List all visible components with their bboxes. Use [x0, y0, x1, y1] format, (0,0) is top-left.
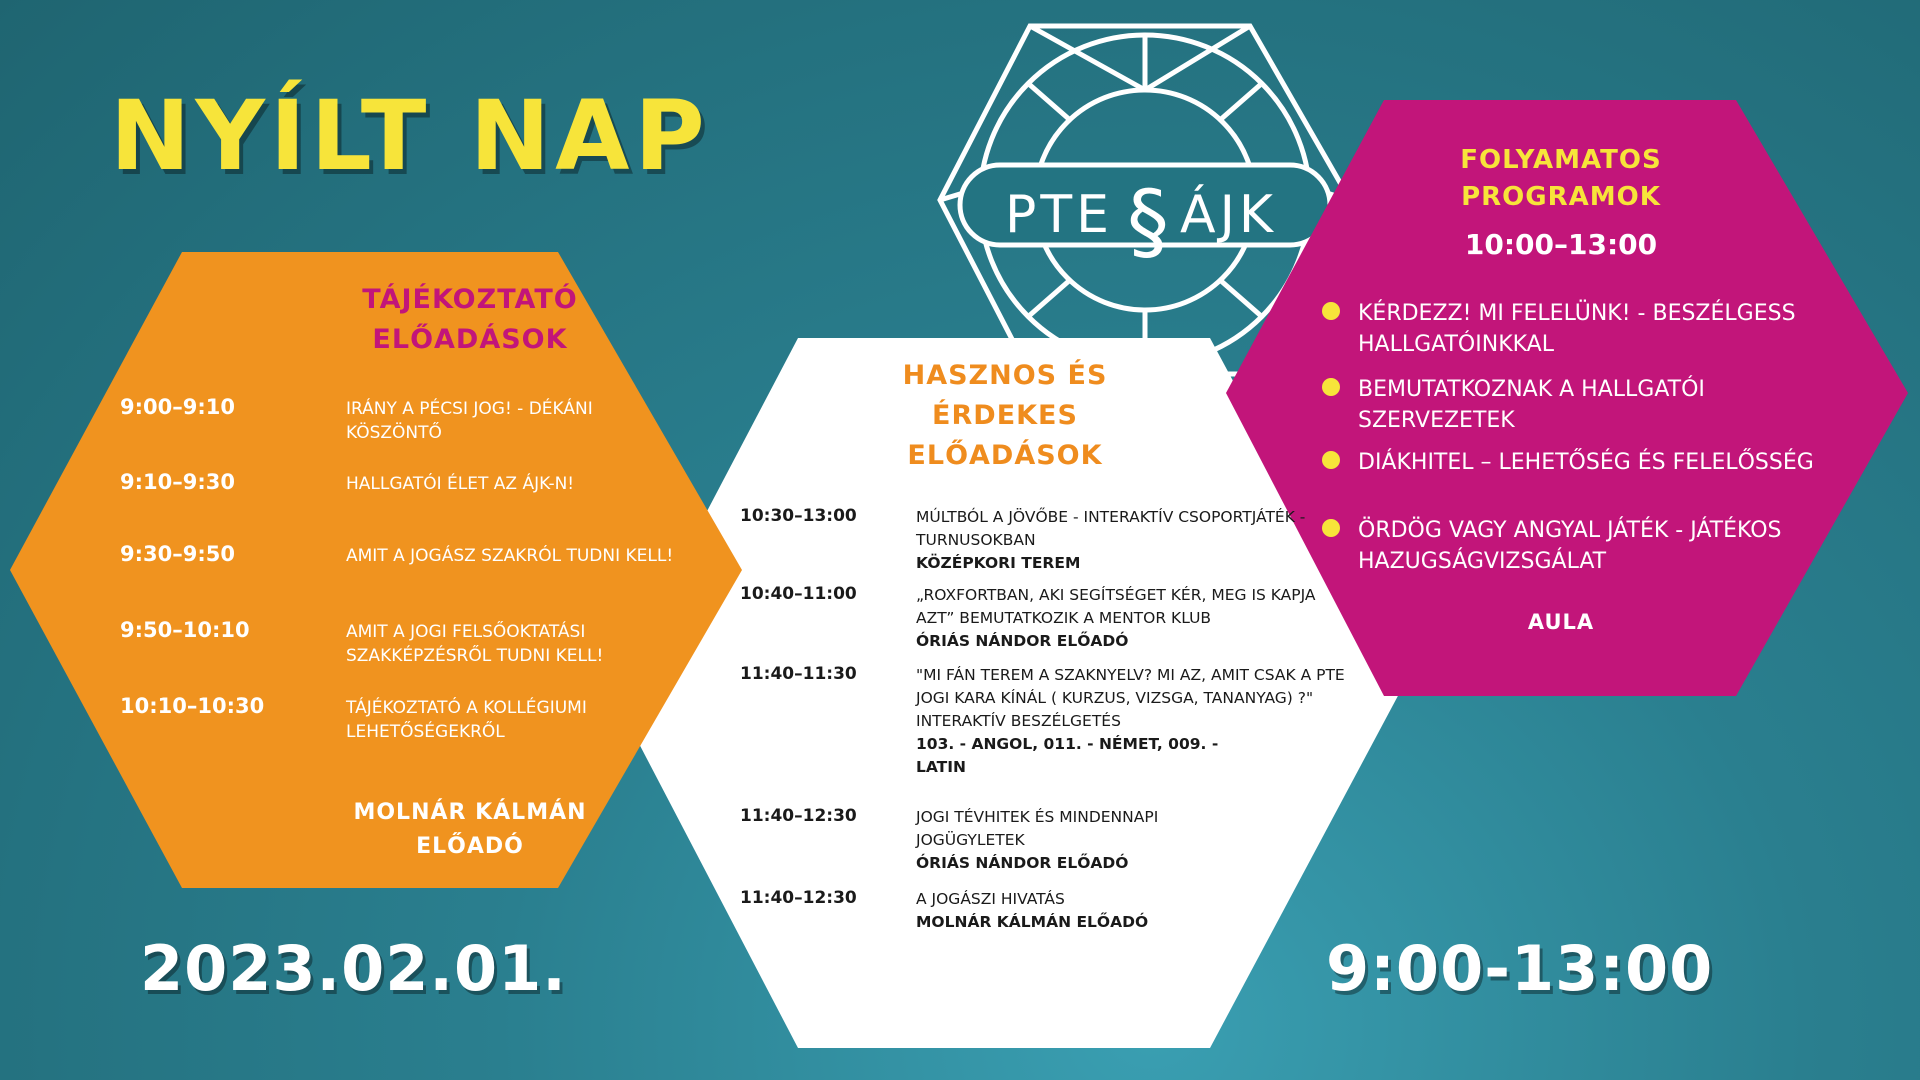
magenta-panel-time: 10:00–13:00: [1464, 228, 1658, 261]
schedule-location: KÖZÉPKORI TEREM: [916, 554, 1081, 572]
event-date: 2023.02.01.: [140, 932, 567, 1005]
program-text: DIÁKHITEL – LEHETŐSÉG ÉS FELELŐSSÉG: [1358, 450, 1814, 475]
heading-line: FOLYAMATOS: [1460, 145, 1662, 175]
heading-line: ELŐADÁSOK: [907, 440, 1103, 471]
logo-text-right: ÁJK: [1180, 185, 1278, 245]
white-panel-heading: [760, 356, 1250, 476]
location-line: MOLNÁR KÁLMÁN: [353, 800, 587, 825]
schedule-title: HALLGATÓI ÉLET AZ ÁJK-N!: [346, 474, 575, 494]
schedule-title: TÁJÉKOZTATÓ A KOLLÉGIUMI LEHETŐSÉGEKRŐL: [346, 698, 587, 742]
heading-line: ÉRDEKES: [932, 400, 1078, 431]
magenta-panel-location: AULA: [1527, 610, 1595, 634]
heading-line: TÁJÉKOZTATÓ: [362, 284, 578, 315]
program-text: ÖRDÖG VAGY ANGYAL JÁTÉK - JÁTÉKOS HAZUGSÁGVIZSGÁLAT: [1358, 518, 1782, 574]
schedule-time: 11:40–12:30: [740, 806, 857, 826]
orange-panel-location: [190, 796, 750, 864]
schedule-body: [916, 664, 1356, 779]
schedule-time: 10:10–10:30: [120, 694, 265, 718]
bullet-icon: [1322, 378, 1340, 396]
schedule-location: MOLNÁR KÁLMÁN ELŐADÓ: [916, 913, 1149, 931]
heading-line: PROGRAMOK: [1461, 182, 1661, 212]
page-title: NYÍLT NAP: [110, 80, 710, 192]
schedule-time: 10:30–13:00: [740, 506, 857, 526]
heading-line: HASZNOS ÉS: [902, 360, 1108, 391]
schedule-title: AMIT A JOGI FELSŐOKTATÁSI SZAKKÉPZÉSRŐL TUDNI KELL!: [346, 622, 604, 666]
schedule-location: ÓRIÁS NÁNDOR ELŐADÓ: [916, 854, 1129, 872]
logo-text-left: PTE: [1005, 185, 1113, 245]
schedule-time: 9:00–9:10: [120, 395, 235, 419]
program-text: KÉRDEZZ! MI FELELÜNK! - BESZÉLGESS HALLGATÓINKKAL: [1358, 301, 1796, 357]
schedule-title: "MI FÁN TEREM A SZAKNYELV? MI AZ, AMIT CSAK A PTE JOGI KARA KÍNÁL ( KURZUS, VIZSGA, TANANYAG) ?" INTERAKTÍV BESZÉLGETÉS: [916, 666, 1345, 730]
bullet-icon: [1322, 302, 1340, 320]
schedule-time: 11:40–11:30: [740, 664, 857, 684]
schedule-time: 10:40–11:00: [740, 584, 857, 604]
schedule-body: [916, 584, 1356, 653]
program-text: BEMUTATKOZNAK A HALLGATÓI SZERVEZETEK: [1358, 377, 1705, 433]
paragraph-symbol: §: [1127, 172, 1173, 270]
schedule-title: „ROXFORTBAN, AKI SEGÍTSÉGET KÉR, MEG IS KAPJA AZT” BEMUTATKOZIK A MENTOR KLUB: [916, 586, 1316, 627]
schedule-time: 11:40–12:30: [740, 888, 857, 908]
bullet-icon: [1322, 451, 1340, 469]
schedule-title: AMIT A JOGÁSZ SZAKRÓL TUDNI KELL!: [346, 546, 674, 566]
schedule-title: JOGI TÉVHITEK ÉS MINDENNAPI JOGÜGYLETEK: [916, 808, 1159, 849]
schedule-location: ÓRIÁS NÁNDOR ELŐADÓ: [916, 632, 1129, 650]
magenta-panel-heading: [1336, 142, 1786, 216]
bullet-icon: [1322, 519, 1340, 537]
schedule-location: 103. - ANGOL, 011. - NÉMET, 009. - LATIN: [916, 735, 1219, 776]
schedule-body: [916, 806, 1246, 875]
heading-line: ELŐADÁSOK: [372, 324, 568, 355]
schedule-time: 9:50–10:10: [120, 618, 250, 642]
schedule-title: IRÁNY A PÉCSI JOG! - DÉKÁNI KÖSZÖNTŐ: [346, 399, 593, 443]
schedule-title: A JOGÁSZI HIVATÁS: [916, 890, 1065, 908]
schedule-body: [916, 506, 1356, 575]
orange-panel-heading: [190, 280, 750, 360]
event-hours: 9:00-13:00: [1326, 932, 1714, 1005]
schedule-time: 9:10–9:30: [120, 470, 235, 494]
schedule-body: [916, 888, 1356, 934]
schedule-time: 9:30–9:50: [120, 542, 235, 566]
location-line: ELŐADÓ: [416, 834, 524, 859]
schedule-title: MÚLTBÓL A JÖVŐBE - INTERAKTÍV CSOPORTJÁTÉK - TURNUSOKBAN: [916, 508, 1306, 549]
